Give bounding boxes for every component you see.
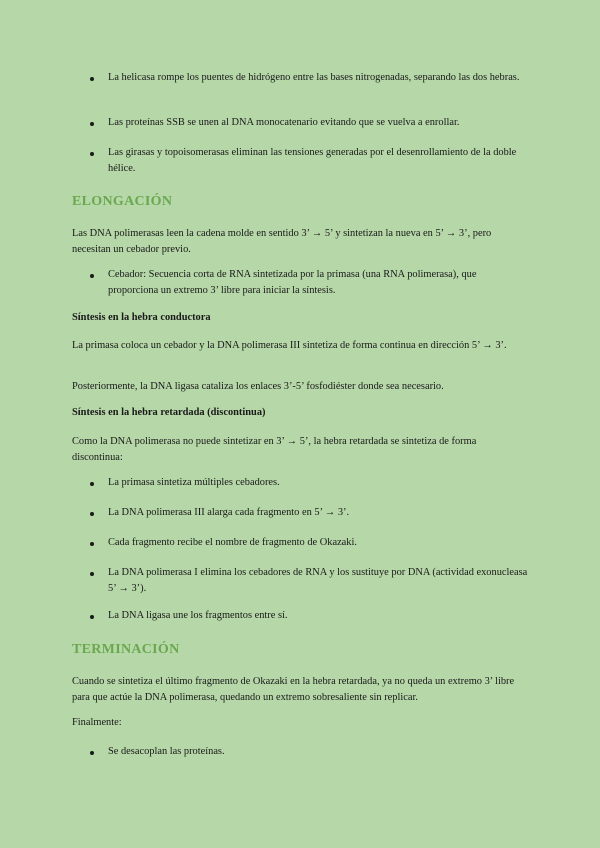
list-item: Cebador: Secuencia corta de RNA sintetizada por la primasa (una RNA polimerasa), que proporciona un extremo 3’ libre para iniciar la síntesis. [108,269,477,296]
bullet-dot [90,482,94,486]
paragraph: Finalmente: [72,717,122,728]
section-heading-terminacion: TERMINACIÓN [72,642,180,657]
list-item: La DNA polimerasa I elimina los cebadores de RNA y los sustituye por DNA (actividad exonucleasa 5’ → 3’). [108,567,528,594]
list-item: Cada fragmento recibe el nombre de fragmento de Okazaki. [108,537,357,548]
bullet-dot [90,152,94,156]
bullet-dot [90,274,94,278]
bullet-dot [90,615,94,619]
bullet-dot [90,572,94,576]
list-item: Las proteínas SSB se unen al DNA monocatenario evitando que se vuelva a enrollar. [108,117,460,128]
list-item: La helicasa rompe los puentes de hidrógeno entre las bases nitrogenadas, separando las dos hebras. [108,72,520,83]
list-item: La DNA polimerasa III alarga cada fragmento en 5’ → 3’. [108,507,350,518]
bullet-dot [90,751,94,755]
subsection-title: Síntesis en la hebra retardada (discontinua) [72,407,266,418]
paragraph: Como la DNA polimerasa no puede sintetizar en 3’ → 5’, la hebra retardada se sintetiza de forma discontinua: [72,436,477,463]
bullet-dot [90,122,94,126]
bullet-dot [90,512,94,516]
list-item: La DNA ligasa une los fragmentos entre sí. [108,610,288,621]
list-item: Se desacoplan las proteínas. [108,746,225,757]
bullet-dot [90,542,94,546]
paragraph: Las DNA polimerasas leen la cadena molde en sentido 3’ → 5’ y sintetizan la nueva en 5’ → 3’, pero necesitan un cebador previo. [72,228,492,255]
section-heading-elongacion: ELONGACIÓN [72,194,173,209]
paragraph: La primasa coloca un cebador y la DNA polimerasa III sintetiza de forma continua en dirección 5’ → 3’. [72,340,507,351]
list-item: La primasa sintetiza múltiples cebadores. [108,477,280,488]
paragraph: Cuando se sintetiza el último fragmento de Okazaki en la hebra retardada, ya no queda un extremo 3’ libre para que actúe la DNA polimerasa, quedando un extremo sobresaliente sin replicar. [72,676,515,703]
paragraph: Posteriormente, la DNA ligasa cataliza los enlaces 3’-5’ fosfodiéster donde sea necesario. [72,381,444,392]
bullet-dot [90,77,94,81]
subsection-title: Síntesis en la hebra conductora [72,312,211,323]
list-item: Las girasas y topoisomerasas eliminan las tensiones generadas por el desenrollamiento de la doble hélice. [108,147,517,174]
